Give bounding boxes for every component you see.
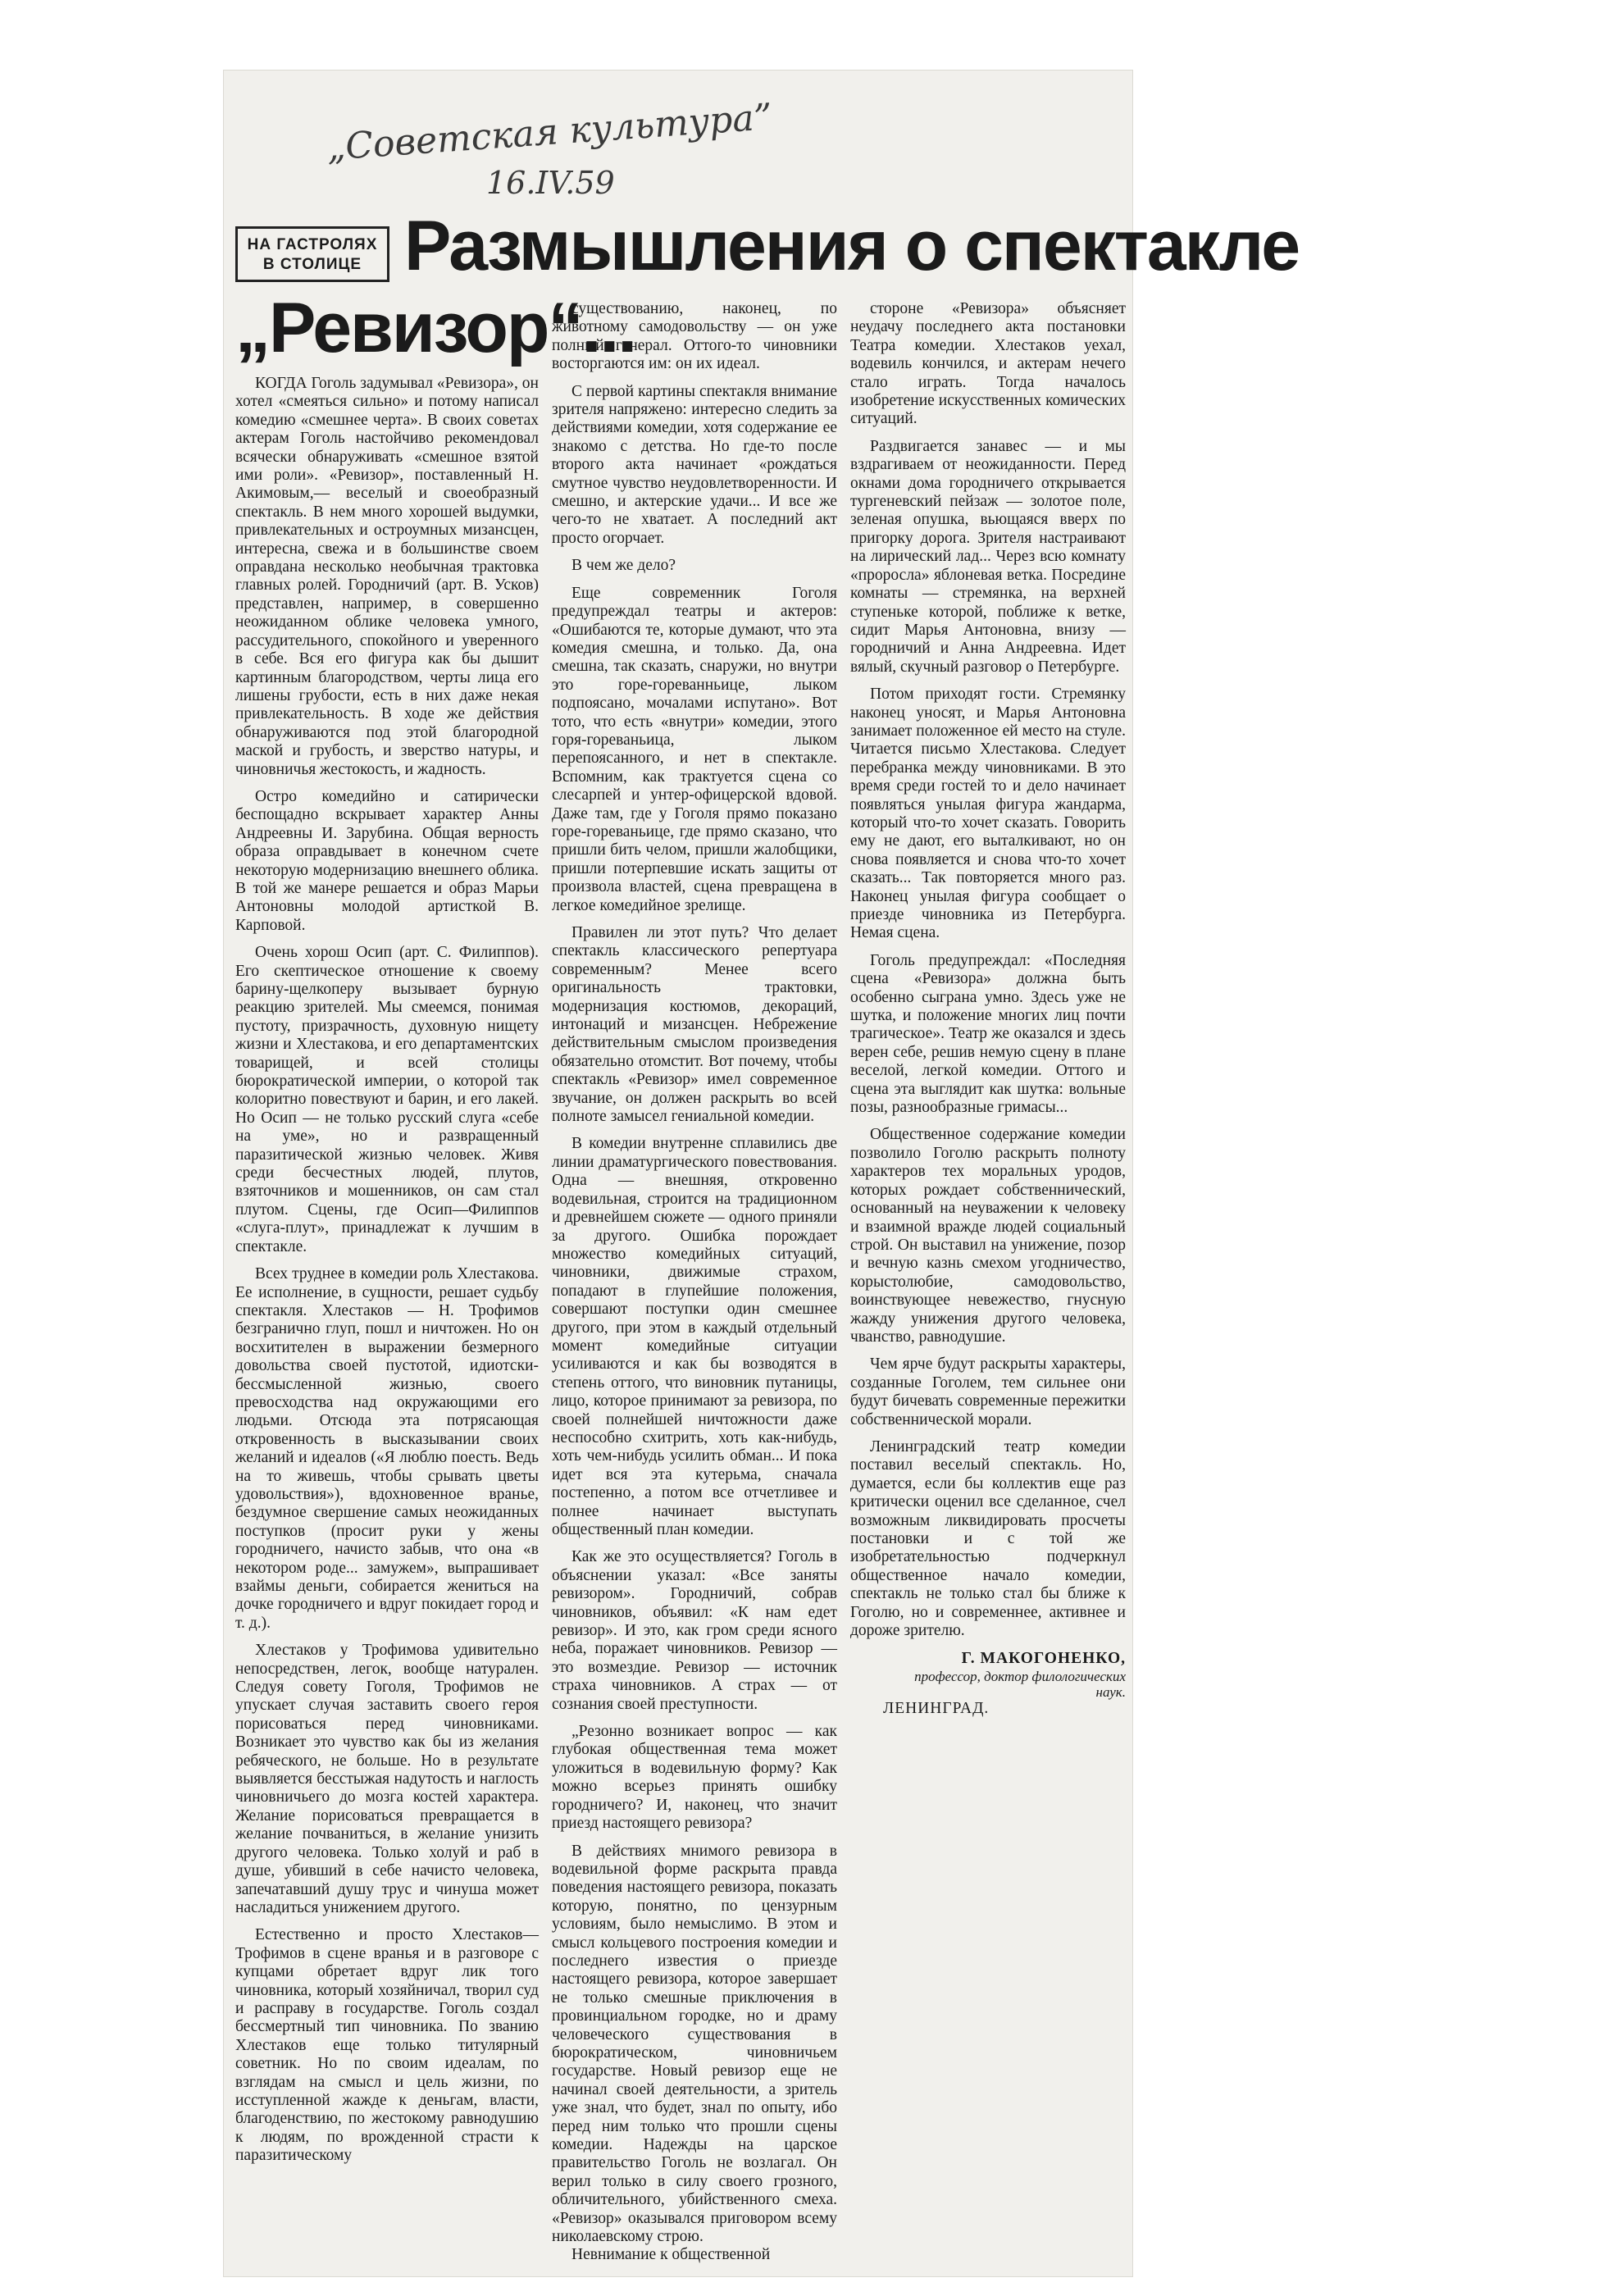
author-city: ЛЕНИНГРАД. [883, 1699, 990, 1717]
paragraph: Ленинградский театр комедии поставил веселый спектакль. Но, думается, если бы коллектив еще раз критически оценил все сделанное, счел возможным ликвидировать просчеты постановки и с той же изобретательностью подчеркнул общественное начало комедии, спектакль не только стал бы ближе к Гоголю, но и современнее, активнее и дороже зрителю. [850, 1437, 1126, 1640]
paragraph: Раздвигается занавес — и мы вздрагиваем от неожиданности. Перед окнами дома городничего открывается тургеневский пейзаж — золотое поле, зеленая опушка, вьющаяся вверх по пригорку дорога. Зрителя настраивают на лирический лад... Через всю комнату «проросла» яблоневая ветка. Посредине комнаты — стремянка, на верхней ступеньке которой, поближе к ветке, сидит Марья Антоновна, внизу — городничий и Анна Андреевна. Идет вялый, скучный разговор о Петербурге. [850, 437, 1126, 676]
paragraph: существованию, наконец, по животному самодовольству — он уже полный генерал. Оттого-то чиновники восторгаются им: он их идеал. [552, 300, 837, 373]
rubric-box [235, 226, 389, 282]
rubric-line-2: В СТОЛИЦЕ [262, 256, 362, 273]
paragraph: Потом приходят гости. Стремянку наконец уносят, и Марья Антоновна занимает положенное ей место на стуле. Читается письмо Хлестакова. Следует перебранка между чиновниками. В это время среди гостей то и дело начинает появляться унылая фигура жандарма, который что-то хочет сказать. Говорить ему не дают, его выталкивают, но он снова появляется и снова что-то хочет сказать... Так повторяется много раз. Наконец унылая фигура сообщает о приезде чиновника из Петербурга. Немая сцена. [850, 686, 1126, 942]
paragraph: Как же это осуществляется? Гоголь в объяснении указал: «Все заняты ревизором». Городничий, собрав чиновников, объявил: «К нам едет ревизор». И это, как гром среди ясного неба, поражает чиновников. Ревизор — это возмездие. Ревизор — источник страха чиновников. А страх — от сознания своей преступности. [552, 1548, 837, 1713]
paragraph: В чем же дело? [571, 557, 676, 575]
paragraph: Гоголь предупреждал: «Последняя сцена «Ревизора» должна быть особенно сыграна умно. Здесь уже не шутка, и положение многих лиц почти трагическое». Театр же оказался и здесь верен себе, решив немую сцену в плане веселой, легкой комедии. Оттого и сцена эта выглядит как шутка: вольные позы, разнообразные гримасы... [850, 951, 1126, 1117]
author-signature [850, 1650, 1126, 1718]
paragraph: В действиях мнимого ревизора в водевильной форме раскрыта правда поведения настоящего ревизора, показать которую, понятно, по цензурным условиям, было немыслимо. В этом и смысл кольцевого построения комедии и последнего известия о приезде настоящего ревизора, которое завершает не только смешные приключения в провинциальном городке, но и драму человеческого существования в бюрократическом, чиновничьем государстве. Новый ревизор еще не начинал своей деятельности, а зритель уже знал, что будет, знал по опыту, ибо перед ним только что прошли сцены комедии. Надежды на царское правительство Гоголь не возлагал. Он верил только в силу своего грозного, обличительного, убийственного смеха. «Ревизор» оказывался приговором всему николаевскому строю. [552, 1842, 837, 2246]
author-title: профессор, доктор филологических наук. [914, 1668, 1126, 1700]
handwritten-source-note: „Советская культура” [325, 96, 774, 169]
paragraph: стороне «Ревизора» объясняет неудачу последнего акта постановки Театра комедии. Хлестаков уехал, водевиль кончился, и актерам нечего стало играть. Тогда началось изобретение искусственных комических ситуаций. [850, 300, 1126, 428]
handwritten-date: 16.IV.59 [486, 165, 615, 201]
paragraph: В комедии внутренне сплавились две линии драматургического повествования. Одна — внешняя, откровенно водевильная, строится на традиционном и древнейшем сюжете — одного приняли за другого. Ошибка порождает множество комедийных ситуаций, чиновники, движимые страхом, попадают в глупейшие положения, совершают поступки один смешнее другого, при этом в каждый отдельный момент комедийные ситуации усиливаются и как бы возводятся в степень оттого, что виновник путаницы, лицо, которое принимают за ревизора, по своей полнейшей ничтожности даже неспособно схитрить, хоть как-нибудь, хоть чем-нибудь усилить обман... И пока идет вся эта кутерьма, сначала постепенно, а потом все отчетливее и полнее начинает выступать общественный план комедии. [552, 1135, 837, 1538]
paragraph: Еще современник Гоголя предупреждал театры и актеров: «Ошибаются те, которые думают, что эта комедия смешна, и только. Да, она смешна, так сказать, снаружи, но внутри это горе-гореванньице, лыком подпоясано, мочалами испутано». Вот тото, что есть «внутри» комедии, этого горя-гореваньица, лыком перепоясанного, и нет в спектакле. Вспомним, как трактуется сцена со слесарпей и унтер-офицерской вдовой. Даже там, где у Гоголя прямо показано горе-гореваньице, где прямо сказано, что пришли бить челом, пришли жалобщики, пришли потерпевшие искать защиты от произвола властей, сцена превращена в легкое комедийное зрелище. [552, 584, 837, 914]
author-name: Г. МАКОГОНЕНКО, [961, 1650, 1126, 1668]
article-column-2 [552, 300, 837, 2265]
paragraph: „Резонно возникает вопрос — как глубокая общественная тема может уложиться в водевильную форму? Как можно всерьез принять ошибку городничего? И, наконец, что значит приезд настоящего ревизора? [552, 1723, 837, 1833]
paragraph: Правилен ли этот путь? Что делает спектакль классического репертуара современным? Менее всего оригинальность трактовки, модернизация костюмов, декораций, интонаций и мизансцен. Небрежение действительным смыслом произведения обязательно отомстит. Вот почему, чтобы спектакль «Ревизор» имел современное звучание, он должен раскрыть во всей полноте замысел гениальной комедии. [552, 924, 837, 1126]
newspaper-clipping [223, 70, 1300, 2277]
article-column-1 [235, 366, 539, 2166]
paragraph: Невнимание к общественной [571, 2246, 771, 2264]
headline-line-1: Размышления о спектакле [404, 207, 1300, 285]
rubric-line-1: НА ГАСТРОЛЯХ [247, 236, 378, 253]
paragraph: Чем ярче будут раскрыты характеры, созданные Гоголем, тем сильнее они будут бичевать современные пережитки собственнической морали. [850, 1355, 1126, 1428]
paragraph: Естественно и просто Хлестаков—Трофимов в сцене вранья и в разговоре с купцами обретает вдруг лик того чиновника, который хозяйничал, творил суд и расправу в государстве. Гоголь создал бессмертный тип чиновника. По званию Хлестаков еще только титулярный советник. Но по своим идеалам, по взглядам на смысл и цель жизни, по исступленной жажде к деньгам, власти, благоденствию, по жестокому равнодушию к людям, по врожденной страсти к паразитическому [235, 1926, 539, 2165]
paragraph: Всех труднее в комедии роль Хлестакова. Ее исполнение, в сущности, решает судьбу спектакля. Хлестаков — Н. Трофимов безгранично глуп, пошл и ничтожен. Но он восхитителен в выражении безмерного довольства своей пустотой, идиотски-бессмысленной жизнью, своего превосходства над окружающими его людьми. Отсюда эта потрясающая откровенность в высказывании своих желаний и идеалов («Я люблю поесть. Ведь на то живешь, чтобы срывать цветы удовольствия»), вдохновенное вранье, бездумное свершение самых неожиданных поступков (просит руки у жены городничего, начисто забыв, что она «в некотором роде... замужем», выпрашивает взаймы деньги, собирается жениться на дочке городничего и вдруг покидает город и т. д.). [235, 1265, 539, 1632]
paragraph: КОГДА Гоголь задумывал «Ревизора», он хотел «смеяться сильно» и потому написал комедию «смешнее черта». В своих советах актерам Гоголь настойчиво рекомендовал всячески обнаруживать «смешное взятой ими роли». «Ревизор», поставленный Н. Акимовым,— веселый и своеобразный спектакль. В нем много хорошей выдумки, привлекательных и остроумных мизансцен, интересна, свежа и в большинстве своем оправдана несколько необычная трактовка главных ролей. Городничий (арт. В. Усков) представлен, например, в совершенно неожиданном облике человека умного, рассудительного, спокойного и уверенного в себе. Вся его фигура как бы дышит картинным благородством, черты лица его лишены грубости, есть в них даже некая привлекательность. В ходе же действия обнаруживаются под этой благородной маской и грубость, и зверство натуры, и чиновничья жестокость, и жадность. [235, 375, 539, 778]
paragraph: Хлестаков у Трофимова удивительно непосредствен, легок, вообще натурален. Следуя совету Гоголя, Трофимов не упускает случая заставить своего героя порисоваться перед чиновниками. Возникает это чувство как бы из желания ребяческого, не больше. Но в результате выявляется бесстыжая надутость и наглость чиновничьего до мозга костей характера. Желание порисоваться превращается в желание почваниться, в желание унизить другого человека. Только холуй и раб в душе, убивший в себе начисто человека, запечатавший душу трус и чинуша может насладиться унижением другого. [235, 1642, 539, 1916]
paragraph: Общественное содержание комедии позволило Гоголю раскрыть полноту характеров тех моральных уродов, которых рождает собственнический, основанный на неуважении к человеку и взаимной вражде людей социальный строй. Он выставил на унижение, позор и вечную казнь смехом угодничество, корыстолюбие, самодовольство, воинствующее невежество, гнусную жажду унижения другого человека, чванство, равнодушие. [850, 1126, 1126, 1346]
paragraph: Очень хорош Осип (арт. С. Филиппов). Его скептическое отношение к своему барину-щелкоперу вызывает бурную реакцию зрителей. Мы смеемся, понимая пустоту, призрачность, духовную нищету жизни и Хлестакова, и его департаментских товарищей, и всей столицы бюрократической империи, о которой так колоритно повествуют и барин, и его лакей. Но Осип — не только русский слуга «себе на уме», но и развращенный паразитической жизнью человек. Живя среди бесчестных людей, плутов, взяточников и мошенников, он сам стал плутом. Сцены, где Осип—Филиппов «слуга-плут», принадлежат к лучшим в спектакле. [235, 944, 539, 1255]
article-column-3 [850, 300, 1126, 1718]
paragraph: Остро комедийно и сатирически беспощадно вскрывает характер Анны Андреевны И. Зарубина. Общая верность образа оправдывает в конечном счете некоторую модернизацию внешнего облика. В той же манере решается и образ Марьи Антоновны молодой артисткой В. Карповой. [235, 787, 539, 934]
headline-line-2: „Ревизор“... [235, 289, 636, 367]
paragraph: С первой картины спектакля внимание зрителя напряжено: интересно следить за действиями комедии, хотя содержание ее знакомо с детства. Но где-то после второго акта начинает «рождаться смутное чувство неудовлетворенности. И смешно, и актерские удачи... И все же чего-то не хватает. А последний акт просто огорчает. [552, 382, 837, 547]
